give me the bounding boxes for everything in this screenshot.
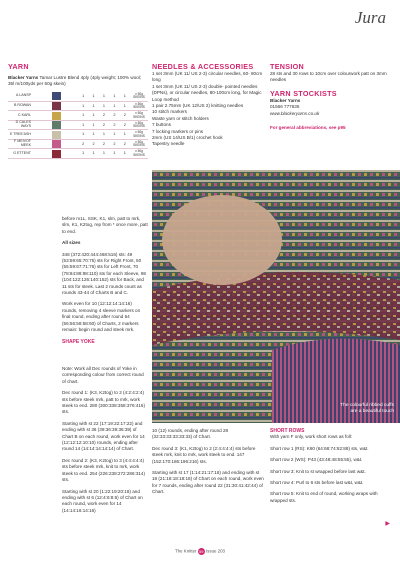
colour-swatch [52, 121, 61, 129]
short-rows-heading: SHORT ROWS [270, 428, 305, 434]
short-rows-section [270, 428, 394, 509]
photo-caption: The colourful ribbed cuffs are a beautiful touch [340, 403, 394, 414]
tension-heading: TENSION [270, 62, 305, 71]
yarn-count: 1 [82, 113, 85, 118]
yarn-count: 2 [123, 122, 126, 127]
instructions-col-2 [62, 366, 148, 519]
yarn-unit: x 50g SKEINS [133, 149, 145, 157]
yarn-shade-label: B ROWAN [13, 103, 31, 108]
yarn-swatch [34, 130, 78, 140]
yarn-unit: x 50g SKEINS [133, 111, 145, 119]
para: Dec round 1: (K3, K2tog) to 2 (4:2:4:2:4) sts before steek mrk, patt to mrk, work steek to end. 280 (300:338:358:376:416) sts. [62, 390, 146, 415]
yarn-count: 1 [102, 94, 106, 99]
yarn-shade-label: D CALES WAYS [15, 120, 31, 129]
yarn-count: 1 [102, 151, 106, 156]
yarn-count: 1 [102, 132, 106, 137]
yarn-count: 1 [113, 132, 116, 137]
yarn-swatch [34, 101, 78, 111]
yarn-count: 2 [123, 141, 126, 146]
page-number: 59 [198, 549, 204, 554]
colour-swatch [52, 150, 61, 158]
yarn-row [8, 111, 148, 121]
needle-item: 2mm (US 14/US B/1) crochet hook [152, 135, 223, 141]
short-row-line: Short row 4: Purl to 6 sts before last w&t, w&t. [270, 480, 364, 486]
yarn-count: 1 [92, 151, 95, 156]
yarn-unit: x 50g SKEINS [133, 120, 145, 129]
para: Note: Work all Dec rounds of Yoke in corresponding colour from correct round of chart. [62, 366, 144, 384]
continue-arrow-icon: ▶ [385, 521, 390, 527]
fair-isle-sleeve-image [152, 170, 400, 423]
yarn-swatch [34, 149, 78, 159]
yarn-count: 2 [102, 122, 106, 127]
yarn-count: 2 [123, 113, 126, 118]
short-row-line: Short row 2 (WS): P43 (43:48:48:55:55), w&t. [270, 457, 363, 463]
para: Work even for 10 (12:12:14:14:16) rounds, removing 4 sleeve markers on final round, ending after round 54 (56:56:58:58:60) of Charts, 2 markers remain: begin round and steek mrk. [62, 301, 141, 333]
stockist-phone: 01566 777635 [270, 104, 300, 110]
yarn-count: 2 [82, 141, 85, 146]
yarn-count: 1 [123, 132, 126, 137]
yarn-swatch [34, 92, 78, 102]
para: Starting with st 22 (17:19:22:17:22) and ending with st 36 (39:36:39:36:39) of Chart B on each round, work even for 14 (12:12:12:10:10) rounds, ending after round 14 (14:14:14:14:14) of Chart. [62, 420, 145, 452]
para: 348 (372:420:444:468:516) sts: 49 (53:59:65:70:75) sts for Right Front, 50 (55:59:67:71:76) sts for Left Front, 70 (78:84:88:98:110) sts for each Sleeve, 98 (104:122:126:140:152) sts for Back, and 11 sts for steek. Last 2 rounds count as rounds 43-44 of Charts B and C. [62, 251, 146, 296]
needles-list [152, 71, 264, 148]
magazine-name: The Knitter [175, 548, 197, 554]
colour-swatch [52, 131, 61, 139]
yarn-count: 2 [113, 122, 116, 127]
stockist-name: Blacker Yarns [270, 97, 301, 103]
para: 10 (12) rounds, ending after round 28 (32:33:33:33:33:33) of Chart. [152, 428, 229, 440]
pattern-title: Jura [354, 8, 386, 27]
yarn-swatch [34, 111, 78, 121]
yarn-count: 1 [82, 122, 85, 127]
needle-item: Waste yarn or stitch holders [152, 115, 209, 121]
stockist-web: www.blackeryarns.co.uk [270, 110, 320, 116]
para: Starting with st 17 (1:14:21:17:18) and ending with st 18 (21:18:18:18:18) of Chart on each round, work even for 7 rounds, ending after round 22 (31:30:41:42:44) of Chart. [152, 470, 264, 495]
colour-swatch [52, 140, 61, 148]
yarn-shade-label: C KARL [18, 112, 31, 117]
yarn-row [8, 92, 148, 102]
yarn-count: 1 [82, 103, 85, 108]
short-row-line: With yarn F only, work short rows as foll: [270, 434, 353, 440]
yarn-count: 1 [92, 113, 95, 118]
para: Dec round 2: (K3, K2tog) to 3 (4:4:4:4:4) sts before steek mrk, knit to mrk, work steek to end. 254 (226:238:272:286:314) sts. [62, 457, 146, 483]
yarn-unit: x 50g SKEINS [133, 130, 145, 138]
needle-item: 1 set 3mm (UK 11/ US 2-3) circular needles, 60- 80cm long [152, 71, 263, 83]
yarn-shade-label: G ETTENT [13, 150, 31, 155]
needle-item: 7 locking markers or pins [152, 128, 204, 134]
yarn-count: 1 [113, 151, 116, 156]
needle-item: 1 set 3mm (UK 11/ US 2-3) double- pointed needles (DPNs), or circular needles, 80-100cm long, for Magic Loop method [152, 83, 262, 102]
short-row-line: Short row 3: Knit to st wrapped before last w&t. [270, 468, 366, 474]
yarn-count: 1 [123, 94, 126, 99]
yarn-shade-label: F MEIVOF MEEK [14, 139, 31, 148]
yarn-count: 1 [92, 132, 95, 137]
yarn-count: 1 [102, 103, 106, 108]
stockists-heading: YARN STOCKISTS [270, 88, 337, 98]
yarn-count: 2 [113, 113, 116, 118]
needle-item: Tapestry needle [152, 141, 185, 147]
tension-section [270, 62, 394, 131]
para: Dec round 3: (K1, K2tog) to 2 (2:4:4:4:4) sts before steek mrk, knit to mrk, work steek to end. 147 (152:170:186:196:216) sts. [152, 445, 256, 464]
yarn-count: 1 [113, 103, 116, 108]
yarn-section [8, 62, 148, 159]
yarn-unit: x 50g SKEINS [133, 91, 145, 100]
abbreviations-note: For general abbreviations, see p95 [270, 125, 346, 131]
needles-section [152, 62, 264, 148]
all-sizes-label: All sizes [62, 240, 81, 246]
para: Starting with st 20 (1:22:19:20:18) and ending with st 6 (12:4:6:8:6) of Chart on each round, work even for 14 (14:14:16:14:16) [62, 488, 143, 513]
needles-heading: NEEDLES & ACCESSORIES [152, 62, 254, 71]
yarn-table [8, 92, 148, 159]
yarn-count: 1 [113, 94, 116, 99]
yarn-count: 1 [92, 94, 95, 99]
yarn-count: 1 [82, 132, 85, 137]
yarn-count: 1 [82, 94, 85, 99]
needle-item: 1 pair 2.75mm (UK 12/US 2) knitting needles [152, 103, 244, 109]
shape-yoke-heading: SHAPE YOKE [62, 338, 95, 345]
yarn-row [8, 130, 148, 140]
para: before m1L, SSK, K1, slm, patt to mrk, slm, K1, K2tog, rep from * once more, patt to end. [62, 216, 148, 234]
yarn-unit: x 50g SKEINS [133, 101, 145, 110]
yarn-count: 1 [123, 151, 126, 156]
colour-swatch [52, 102, 61, 110]
yarn-shade-label: A LANSP [16, 93, 31, 98]
yarn-count: 2 [102, 113, 106, 118]
yarn-count: 1 [82, 151, 85, 156]
yarn-brand: Blacker Yarns [8, 75, 39, 80]
issue-number: Issue 203 [205, 548, 225, 554]
needle-item: 7 buttons [152, 122, 171, 128]
short-row-line: Short row 5: Knit to end of round, working wraps with wrapped sts. [270, 491, 378, 503]
yarn-desc-rest: Tamar Lustre Blend 4ply (4ply weight; 100% wool; 35l m/100yds per 50g skein) [8, 75, 142, 87]
yarn-shade-label: E TREE'ASH [10, 131, 31, 136]
needle-item: 10 stitch markers [152, 109, 187, 115]
yarn-row [8, 149, 148, 159]
yarn-heading: YARN [8, 62, 29, 71]
yarn-count: 1 [92, 103, 95, 108]
tension-text: 28 sts and 30 rows to 10cm over colourwork patt on 3mm needles [270, 71, 387, 83]
colour-swatch [52, 112, 61, 120]
page-footer [0, 548, 400, 555]
yarn-count: 2 [102, 141, 106, 146]
yarn-count: 1 [123, 103, 126, 108]
colour-swatch [52, 92, 61, 100]
yarn-row [8, 139, 148, 149]
yarn-unit: x 50g SKEINS [133, 139, 145, 148]
yarn-swatch [34, 139, 78, 149]
top-band [0, 0, 400, 56]
instructions-col-3 [152, 428, 264, 501]
yarn-count: 1 [92, 122, 95, 127]
yarn-row [8, 101, 148, 111]
cardigan-photo [152, 170, 400, 423]
short-row-line: Short row 1 (RS): K60 (64:68:74:82:88) sts, w&t. [270, 445, 369, 451]
yarn-description [8, 75, 148, 88]
instructions-col-1 [62, 216, 148, 345]
yarn-row [8, 120, 148, 130]
yarn-count: 2 [113, 141, 116, 146]
short-rows-list [270, 434, 394, 504]
yarn-count: 2 [92, 141, 95, 146]
yarn-swatch [34, 120, 78, 130]
